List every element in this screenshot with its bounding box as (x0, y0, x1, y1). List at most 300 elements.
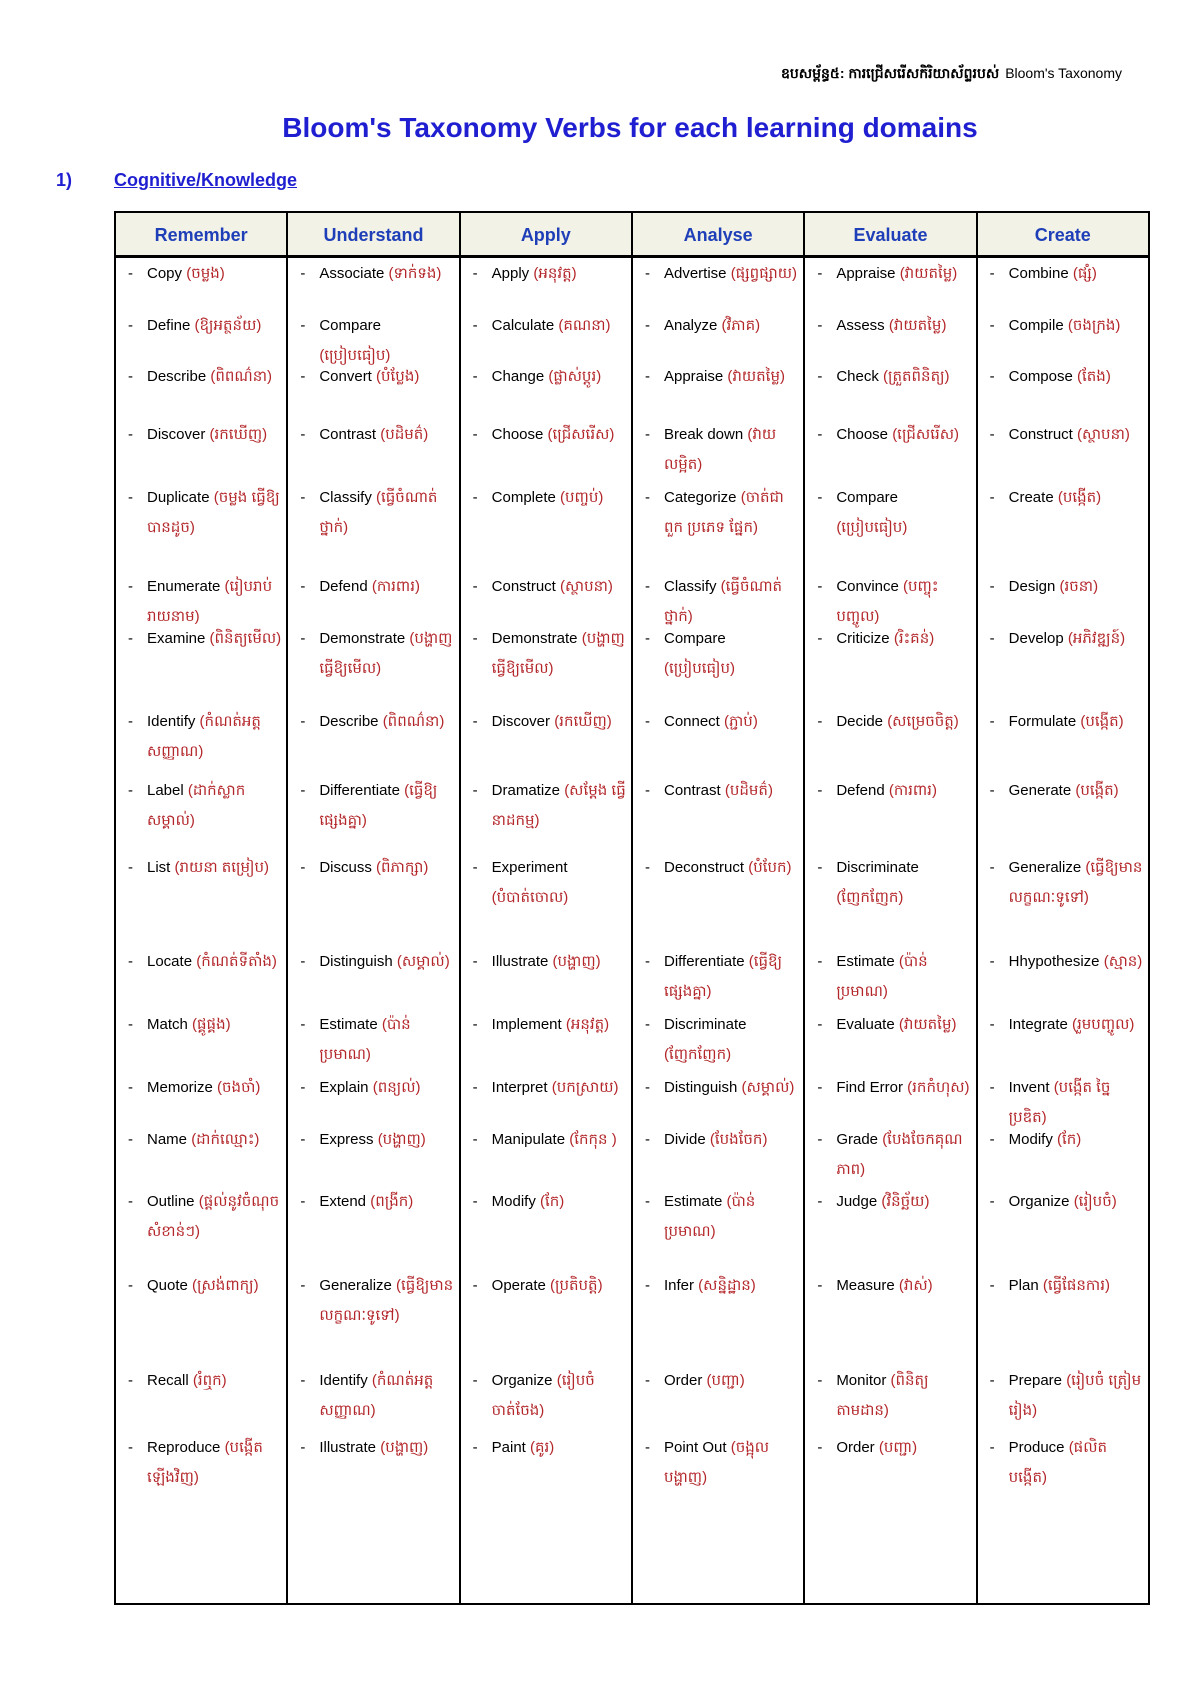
column-header-understand: Understand (288, 213, 458, 258)
verb-item (817, 1187, 971, 1217)
list-bullet: - (817, 1277, 823, 1294)
verb-english: Copy (147, 265, 183, 282)
verb-khmer: (ជ្រើសរើស) (547, 426, 615, 443)
verb-english: Modify (1008, 1131, 1053, 1148)
verb-english: Generalize (1008, 859, 1082, 876)
verb-english: Differentiate (663, 953, 745, 970)
list-bullet: - (989, 1372, 995, 1389)
column-create (978, 213, 1148, 1603)
verb-text (300, 1125, 454, 1155)
list-bullet: - (128, 782, 133, 799)
verb-text (300, 853, 454, 883)
verb-khmer: (រួមបញ្ចូល) (1072, 1016, 1135, 1033)
verb-text (817, 420, 971, 450)
verb-khmer: (វាយតម្លៃ) (727, 368, 785, 385)
verb-text (990, 1010, 1144, 1040)
list-bullet: - (817, 317, 823, 334)
verb-item (300, 1125, 454, 1155)
verb-english: Quote (147, 1277, 188, 1294)
verb-english: Point Out (663, 1439, 727, 1456)
verb-khmer: (រៀបចំ) (1073, 1193, 1117, 1210)
verb-english: Plan (1008, 1277, 1039, 1294)
verb-text (300, 259, 454, 289)
list-bullet: - (472, 953, 478, 970)
list-bullet: - (128, 713, 133, 730)
column-header-remember: Remember (116, 213, 286, 258)
verb-item (473, 1433, 627, 1463)
list-bullet: - (128, 1131, 133, 1148)
list-bullet: - (128, 1372, 133, 1389)
verb-english: Operate (491, 1277, 546, 1294)
verb-text (473, 483, 627, 513)
verb-text (817, 483, 971, 543)
verb-text (300, 707, 454, 737)
verb-english: Identify (319, 1372, 368, 1389)
header-note-khmer: ឧបសម្ព័ន្ធ៥: ការជ្រើសរើសកិរិយាស័ព្ទរបស់ (781, 65, 1000, 81)
verb-khmer: (វាយលម្អិត) (663, 426, 777, 473)
verb-khmer: (ពិភាក្សា) (376, 859, 429, 876)
list-bullet: - (128, 953, 133, 970)
list-bullet: - (989, 265, 995, 282)
verb-item (645, 1271, 799, 1301)
verb-english: Connect (663, 713, 720, 730)
verb-english: Associate (319, 265, 385, 282)
verb-khmer: (ស្ថាបនា) (1077, 426, 1130, 443)
verb-khmer: (ធ្វើឱ្យផ្សេងគ្នា) (319, 782, 438, 829)
verb-item (990, 624, 1144, 654)
verb-text (645, 853, 799, 883)
verb-text (817, 947, 971, 1007)
verb-khmer: (បំប្លែង) (376, 368, 420, 385)
verb-khmer: (ភ្ជាប់) (724, 713, 758, 730)
verb-khmer: (ផ្សំ) (1072, 265, 1097, 282)
column-header-create: Create (978, 213, 1148, 258)
verb-khmer: (បង្កើត) (1057, 489, 1102, 506)
list-bullet: - (472, 1372, 478, 1389)
verb-item (817, 1366, 971, 1426)
verb-khmer: (ពង្រីក) (370, 1193, 414, 1210)
verbs-table (114, 211, 1150, 1605)
verb-text (645, 483, 799, 543)
verb-item (473, 707, 627, 737)
verb-item (645, 624, 799, 684)
list-bullet: - (472, 859, 478, 876)
verb-text (817, 1187, 971, 1217)
verb-text (817, 572, 971, 632)
verb-english: Assess (836, 317, 885, 334)
verb-khmer: (ធ្វើចំណាត់ថ្នាក់) (319, 489, 438, 536)
verb-text (473, 776, 627, 836)
list-bullet: - (300, 782, 306, 799)
verb-english: Generate (1008, 782, 1072, 799)
verb-item (990, 1433, 1144, 1493)
verb-english: Categorize (663, 489, 737, 506)
verb-item (128, 1366, 282, 1396)
verb-khmer: (បង្ហាញ) (377, 1131, 426, 1148)
verb-item (128, 1010, 282, 1040)
verb-english: Describe (147, 368, 207, 385)
verb-khmer: (បដិមត៌) (380, 426, 429, 443)
verb-item (645, 776, 799, 806)
verb-item (990, 420, 1144, 450)
list-bullet: - (300, 630, 306, 647)
verb-item (128, 1433, 282, 1493)
verb-text (473, 1433, 627, 1463)
verb-item (645, 947, 799, 1007)
list-bullet: - (817, 630, 823, 647)
verb-khmer: (អនុវត្ត) (565, 1016, 610, 1033)
list-bullet: - (989, 713, 995, 730)
verb-item (473, 1073, 627, 1103)
list-bullet: - (472, 578, 478, 595)
verb-khmer: (បកស្រាយ) (551, 1079, 619, 1096)
list-bullet: - (300, 1193, 306, 1210)
verb-text (128, 1010, 282, 1040)
verb-item (473, 1187, 627, 1217)
verb-item (645, 1010, 799, 1070)
list-bullet: - (989, 489, 995, 506)
verb-item (473, 483, 627, 513)
verb-item (645, 483, 799, 543)
verb-text (990, 420, 1144, 450)
verb-item (817, 420, 971, 450)
verb-item (473, 1125, 627, 1155)
verb-khmer: (សម្គាល់) (396, 953, 450, 970)
verb-text (645, 311, 799, 341)
column-header-apply: Apply (461, 213, 631, 258)
verb-english: Differentiate (319, 782, 400, 799)
verb-item (473, 572, 627, 602)
verb-item (128, 707, 282, 767)
verb-item (817, 1010, 971, 1040)
verb-khmer: (បង្កើតឡើងវិញ) (147, 1439, 263, 1486)
verb-text (817, 1073, 971, 1103)
verb-item (990, 853, 1144, 913)
verb-khmer: (បញ្ជា) (878, 1439, 918, 1456)
verb-text (473, 1010, 627, 1040)
verb-khmer: (បំបែក) (748, 859, 792, 876)
list-bullet: - (989, 782, 995, 799)
verb-english: Manipulate (491, 1131, 566, 1148)
verb-text (128, 483, 282, 543)
list-bullet: - (472, 489, 478, 506)
list-bullet: - (472, 713, 478, 730)
verb-english: Organize (1008, 1193, 1070, 1210)
verb-text (128, 420, 282, 450)
verb-khmer: (រិះគន់) (893, 630, 935, 647)
verb-khmer: (វាយតម្លៃ) (899, 265, 958, 282)
verb-khmer: (ពិពណ៌នា) (382, 713, 445, 730)
verb-english: Explain (319, 1079, 369, 1096)
verb-khmer: (ត្រួតពិនិត្យ) (883, 368, 950, 385)
verb-item (300, 1073, 454, 1103)
list-bullet: - (300, 317, 306, 334)
verb-item (817, 776, 971, 806)
verb-english: Apply (491, 265, 530, 282)
list-bullet: - (644, 317, 650, 334)
list-bullet: - (644, 489, 650, 506)
verb-text (990, 624, 1144, 654)
verb-item (990, 362, 1144, 392)
verb-text (473, 572, 627, 602)
verb-text (300, 483, 454, 543)
verb-khmer: (ស្មាន) (1103, 953, 1143, 970)
verb-text (128, 259, 282, 289)
verb-text (128, 362, 282, 392)
verb-text (300, 1010, 454, 1070)
list-bullet: - (300, 859, 306, 876)
verb-text (300, 776, 454, 836)
list-bullet: - (300, 489, 306, 506)
verb-item (817, 1125, 971, 1185)
verb-khmer: (អភិវឌ្ឍន៍) (1067, 630, 1126, 647)
verb-english: Identify (147, 713, 196, 730)
verb-item (645, 1366, 799, 1396)
verb-english: Estimate (836, 953, 895, 970)
verb-item (645, 420, 799, 480)
list-bullet: - (817, 1016, 823, 1033)
verb-english: Name (147, 1131, 188, 1148)
verb-khmer: (ប្រតិបត្តិ) (550, 1277, 603, 1294)
verb-text (645, 1010, 799, 1070)
verb-khmer: (បង្ហាញ) (380, 1439, 429, 1456)
verb-text (990, 1271, 1144, 1301)
list-bullet: - (300, 1016, 306, 1033)
verb-khmer: (ធ្វើផែនការ) (1042, 1277, 1110, 1294)
verb-english: Discriminate (663, 1016, 747, 1033)
verb-english: Change (491, 368, 545, 385)
verb-english: Discover (147, 426, 206, 443)
verb-khmer: (បង្ហាញ ធ្វើឱ្យមើល) (491, 630, 625, 677)
verb-english: Monitor (836, 1372, 887, 1389)
verb-khmer: (កែ) (540, 1193, 565, 1210)
verb-text (817, 1271, 971, 1301)
verb-english: Demonstrate (491, 630, 578, 647)
list-bullet: - (989, 953, 995, 970)
verb-item (990, 1010, 1144, 1040)
verb-text (990, 259, 1144, 289)
verb-english: Enumerate (147, 578, 221, 595)
verb-item (300, 572, 454, 602)
verb-khmer: (ញែកញែក) (663, 1046, 732, 1063)
verb-text (473, 707, 627, 737)
verb-text (473, 1271, 627, 1301)
verb-english: Locate (147, 953, 193, 970)
verb-khmer: (ប្រៀបធៀប) (663, 660, 735, 677)
verb-item (990, 707, 1144, 737)
verb-item (990, 1271, 1144, 1301)
verb-khmer: (ការពារ) (888, 782, 937, 799)
verb-text (990, 311, 1144, 341)
verb-khmer: (រកកំហុស) (907, 1079, 970, 1096)
verb-text (990, 947, 1144, 977)
verb-khmer: (ធ្វើឱ្យមានលក្ខណៈទូទៅ) (1008, 859, 1143, 906)
verb-item (990, 947, 1144, 977)
verb-english: Defend (836, 782, 885, 799)
verb-english: Outline (147, 1193, 195, 1210)
verb-item (300, 947, 454, 977)
verb-english: Match (147, 1016, 188, 1033)
verb-english: Create (1008, 489, 1054, 506)
verb-item (990, 311, 1144, 341)
verb-english: Appraise (663, 368, 724, 385)
verb-text (473, 853, 627, 913)
list-bullet: - (128, 265, 133, 282)
verb-english: Interpret (491, 1079, 548, 1096)
verb-english: Dramatize (491, 782, 561, 799)
verb-item (645, 1433, 799, 1493)
verb-item (645, 1187, 799, 1247)
verb-khmer: (កំណត់ទីតាំង) (196, 953, 277, 970)
verb-khmer: (បង្កើត) (1075, 782, 1119, 799)
verb-english: Choose (836, 426, 889, 443)
verb-khmer: (ផ្គូផ្គង) (192, 1016, 231, 1033)
verb-text (817, 707, 971, 737)
verb-english: Memorize (147, 1079, 213, 1096)
verb-english: Duplicate (147, 489, 210, 506)
verb-khmer: (កំណត់អត្តសញ្ញាណ) (147, 713, 261, 760)
section-heading (56, 170, 297, 191)
verb-english: Extend (319, 1193, 367, 1210)
verb-text (300, 362, 454, 392)
list-bullet: - (817, 713, 823, 730)
verb-khmer: (សម្គាល់) (741, 1079, 795, 1096)
verb-item (473, 1271, 627, 1301)
list-bullet: - (817, 953, 823, 970)
verb-text (473, 362, 627, 392)
column-apply (461, 213, 633, 1603)
verb-khmer: (បំបាត់ចោល) (491, 889, 569, 906)
verb-text (990, 362, 1144, 392)
list-bullet: - (644, 265, 650, 282)
verb-english: Decide (836, 713, 884, 730)
verb-khmer: (រាយនា តម្រៀប) (174, 859, 270, 876)
verb-text (473, 420, 627, 450)
verb-item (473, 776, 627, 836)
verb-item (300, 1433, 454, 1463)
verb-text (300, 1271, 454, 1331)
verb-khmer: (វាស់) (898, 1277, 933, 1294)
verb-text (645, 1073, 799, 1103)
verb-text (645, 1187, 799, 1247)
verb-item (990, 776, 1144, 806)
list-bullet: - (817, 578, 823, 595)
verb-english: Compare (663, 630, 726, 647)
verb-item (990, 572, 1144, 602)
list-bullet: - (644, 713, 650, 730)
column-header-evaluate: Evaluate (805, 213, 975, 258)
verb-text (473, 1366, 627, 1426)
verb-khmer: (រៀបរាប់ រាយនាម) (147, 578, 273, 625)
verb-item (473, 311, 627, 341)
verb-item (128, 259, 282, 289)
list-bullet: - (817, 859, 823, 876)
list-bullet: - (817, 489, 823, 506)
verb-english: Paint (491, 1439, 526, 1456)
verb-english: Compare (319, 317, 382, 334)
verb-text (128, 1125, 282, 1155)
list-bullet: - (989, 1193, 995, 1210)
list-bullet: - (300, 1372, 306, 1389)
verb-english: Measure (836, 1277, 895, 1294)
verb-english: Classify (319, 489, 372, 506)
verb-khmer: (រំឮក) (192, 1372, 227, 1389)
verb-text (817, 776, 971, 806)
verb-khmer: (កំណត់អត្តសញ្ញាណ) (319, 1372, 434, 1419)
verb-text (645, 1366, 799, 1396)
verb-english: Illustrate (491, 953, 549, 970)
verb-english: Choose (491, 426, 544, 443)
verb-item (473, 362, 627, 392)
verb-english: Compare (836, 489, 899, 506)
verb-khmer: (បង្ហាញ ធ្វើឱ្យមើល) (319, 630, 453, 677)
list-bullet: - (989, 859, 995, 876)
verb-english: Contrast (319, 426, 377, 443)
verb-text (128, 1433, 282, 1493)
verb-text (645, 572, 799, 632)
list-bullet: - (989, 368, 995, 385)
verb-english: Combine (1008, 265, 1069, 282)
verb-khmer: (ចងក្រង) (1067, 317, 1121, 334)
verb-text (817, 1366, 971, 1426)
verb-item (645, 1125, 799, 1155)
list-bullet: - (472, 1277, 478, 1294)
header-note-english: Bloom's Taxonomy (1005, 65, 1122, 81)
verb-text (128, 853, 282, 883)
list-bullet: - (817, 265, 823, 282)
verb-english: Formulate (1008, 713, 1077, 730)
verb-english: Break down (663, 426, 744, 443)
verb-text (990, 853, 1144, 913)
verb-item (645, 1073, 799, 1103)
verb-khmer: (បង្កើត ច្នៃប្រឌិត) (1008, 1079, 1111, 1126)
verb-khmer: (ដាក់ស្លាកសម្គាល់) (147, 782, 246, 829)
verb-text (128, 1366, 282, 1396)
verb-english: Illustrate (319, 1439, 377, 1456)
list-bullet: - (300, 426, 306, 443)
verb-khmer: (បញ្ជា) (706, 1372, 745, 1389)
verb-text (990, 483, 1144, 513)
verb-item (128, 624, 282, 654)
list-bullet: - (300, 713, 306, 730)
verb-item (300, 624, 454, 684)
list-bullet: - (128, 1277, 133, 1294)
verb-text (300, 947, 454, 977)
verb-khmer: (ចម្លង) (186, 265, 225, 282)
verb-khmer: (ប៉ាន់ប្រមាណ) (836, 953, 928, 1000)
list-bullet: - (472, 1439, 478, 1456)
verb-khmer: (ផ្លាស់ប្តូរ) (548, 368, 602, 385)
verb-text (128, 707, 282, 767)
verb-khmer: (ប្រៀបធៀប) (319, 347, 391, 364)
list-bullet: - (128, 630, 133, 647)
verb-item (300, 776, 454, 836)
verb-khmer: (ធ្វើឱ្យផ្សេងគ្នា) (663, 953, 783, 1000)
verb-khmer: (ចម្លង ធ្វើឱ្យបានដូច) (147, 489, 280, 536)
verb-english: Grade (836, 1131, 879, 1148)
verb-text (990, 1073, 1144, 1133)
list-bullet: - (644, 782, 650, 799)
verb-khmer: (សម្រេចចិត្ត) (887, 713, 959, 730)
list-bullet: - (472, 1131, 478, 1148)
verb-khmer: (រកឃើញ) (554, 713, 612, 730)
list-bullet: - (817, 782, 823, 799)
verb-english: Reproduce (147, 1439, 221, 1456)
list-bullet: - (300, 1079, 306, 1096)
verb-khmer: (ស្រង់ពាក្យ) (192, 1277, 259, 1294)
list-bullet: - (644, 953, 650, 970)
verb-item (128, 776, 282, 836)
